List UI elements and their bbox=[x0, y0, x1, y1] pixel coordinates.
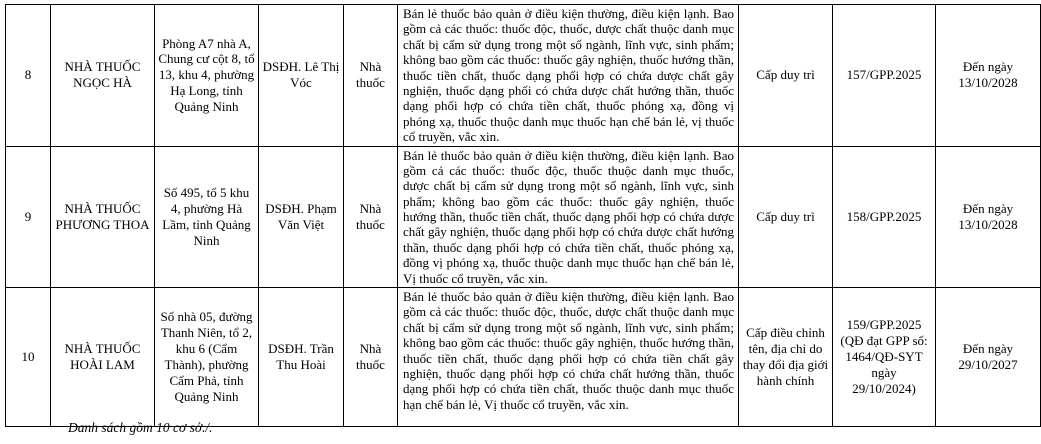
cell-issuance-type: Cấp duy trì bbox=[739, 5, 833, 147]
cell-valid-until: Đến ngày 13/10/2028 bbox=[936, 5, 1041, 147]
cell-business-type: Nhà thuốc bbox=[344, 146, 398, 288]
cell-pharmacy-name: NHÀ THUỐC PHƯƠNG THOA bbox=[51, 146, 155, 288]
cell-certificate-number: 157/GPP.2025 bbox=[833, 5, 936, 147]
cell-pharmacist: DSĐH. Trần Thu Hoài bbox=[259, 288, 344, 427]
cell-address: Phòng A7 nhà A, Chung cư cột 8, tổ 13, khu 4, phường Hạ Long, tỉnh Quảng Ninh bbox=[155, 5, 259, 147]
cell-valid-until: Đến ngày 29/10/2027 bbox=[936, 288, 1041, 427]
cell-index: 8 bbox=[6, 5, 51, 147]
cell-issuance-type: Cấp duy trì bbox=[739, 146, 833, 288]
cell-certificate-number: 158/GPP.2025 bbox=[833, 146, 936, 288]
cell-pharmacy-name: NHÀ THUỐC NGỌC HÀ bbox=[51, 5, 155, 147]
cell-business-scope: Bán lẻ thuốc bảo quản ở điều kiện thường, điều kiện lạnh. Bao gồm cả các thuốc: thuốc độc, thuốc, dược chất thuộc danh mục chất bị cấm sử dụng trong một số ngành, lĩnh vực, sinh phẩm; không bao gồm các thuốc: thuốc gây nghiện, thuốc hướng thần, thuốc tiền chất, thuốc dạng phối hợp có chứa dược chất gây nghiện, thuốc dạng phối có chứa dược chất hướng thần, thuốc dạng phối hợp có chứa tiền chất, thuốc phóng xạ, đồng vị phóng xạ, thuốc thuộc danh mục thuốc hạn chế bán lẻ, vị thuốc cổ truyền, vắc xin. bbox=[398, 5, 739, 147]
cell-address: Số 495, tổ 5 khu 4, phường Hà Lầm, tỉnh Quảng Ninh bbox=[155, 146, 259, 288]
pharmacy-license-table bbox=[5, 4, 1041, 427]
table-row-10 bbox=[6, 288, 1041, 427]
cell-pharmacist: DSĐH. Lê Thị Vóc bbox=[259, 5, 344, 147]
cell-pharmacist: DSĐH. Phạm Văn Việt bbox=[259, 146, 344, 288]
cell-issuance-type: Cấp điều chỉnh tên, địa chỉ do thay đổi địa giới hành chính bbox=[739, 288, 833, 427]
table-row-8 bbox=[6, 5, 1041, 147]
cell-business-type: Nhà thuốc bbox=[344, 288, 398, 427]
cell-address: Số nhà 05, đường Thanh Niên, tổ 2, khu 6 (Cẩm Thành), phường Cẩm Phả, tỉnh Quảng Ninh bbox=[155, 288, 259, 427]
cell-valid-until: Đến ngày 13/10/2028 bbox=[936, 146, 1041, 288]
cell-business-scope: Bán lẻ thuốc bảo quản ở điều kiện thường, điều kiện lạnh. Bao gồm cả các thuốc: thuốc độc, thuốc, dược chất thuộc danh mục chất bị cấm sử dụng trong một số ngành, lĩnh vực, sinh phẩm; không bao gồm các thuốc: thuốc gây nghiện, thuốc hướng thần, thuốc tiền chất, thuốc dạng phối hợp có chứa tiền chất gây nghiện, thuốc dạng phối hợp có chứa chất hướng thần, thuốc dạng phối hợp có chứa tiền chất, thuốc thuộc danh mục thuốc hạn chế bán lẻ, Vị thuốc cổ truyền, vắc xin. bbox=[398, 288, 739, 427]
cell-certificate-number: 159/GPP.2025 (QĐ đạt GPP số: 1464/QĐ-SYT ngày 29/10/2024) bbox=[833, 288, 936, 427]
cell-business-scope: Bán lẻ thuốc bảo quản ở điều kiện thường, điều kiện lạnh. Bao gồm cả các thuốc: thuốc độc, thuốc thuộc danh mục thuốc, dược chất bị cấm sử dụng trong một số ngành, lĩnh vực, sinh phẩm; không bao gồm các thuốc: thuốc gây nghiện, thuốc hướng thần, thuốc tiền chất, thuốc dạng phối hợp có chứa dược chất gây nghiện, thuốc dạng phối hợp có chứa dược chất hướng thần, thuốc dạng phối hợp có chứa tiền chất, thuốc phóng xạ, đồng vị phóng xạ, thuốc thuộc danh mục thuốc hạn chế bán lẻ, Vị thuốc cổ truyền, vắc xin. bbox=[398, 146, 739, 288]
cell-business-type: Nhà thuốc bbox=[344, 5, 398, 147]
table-row-9 bbox=[6, 146, 1041, 288]
cell-pharmacy-name: NHÀ THUỐC HOÀI LAM bbox=[51, 288, 155, 427]
list-summary-note: Danh sách gồm 10 cơ sở./. bbox=[68, 420, 213, 435]
cell-index: 9 bbox=[6, 146, 51, 288]
cell-index: 10 bbox=[6, 288, 51, 427]
